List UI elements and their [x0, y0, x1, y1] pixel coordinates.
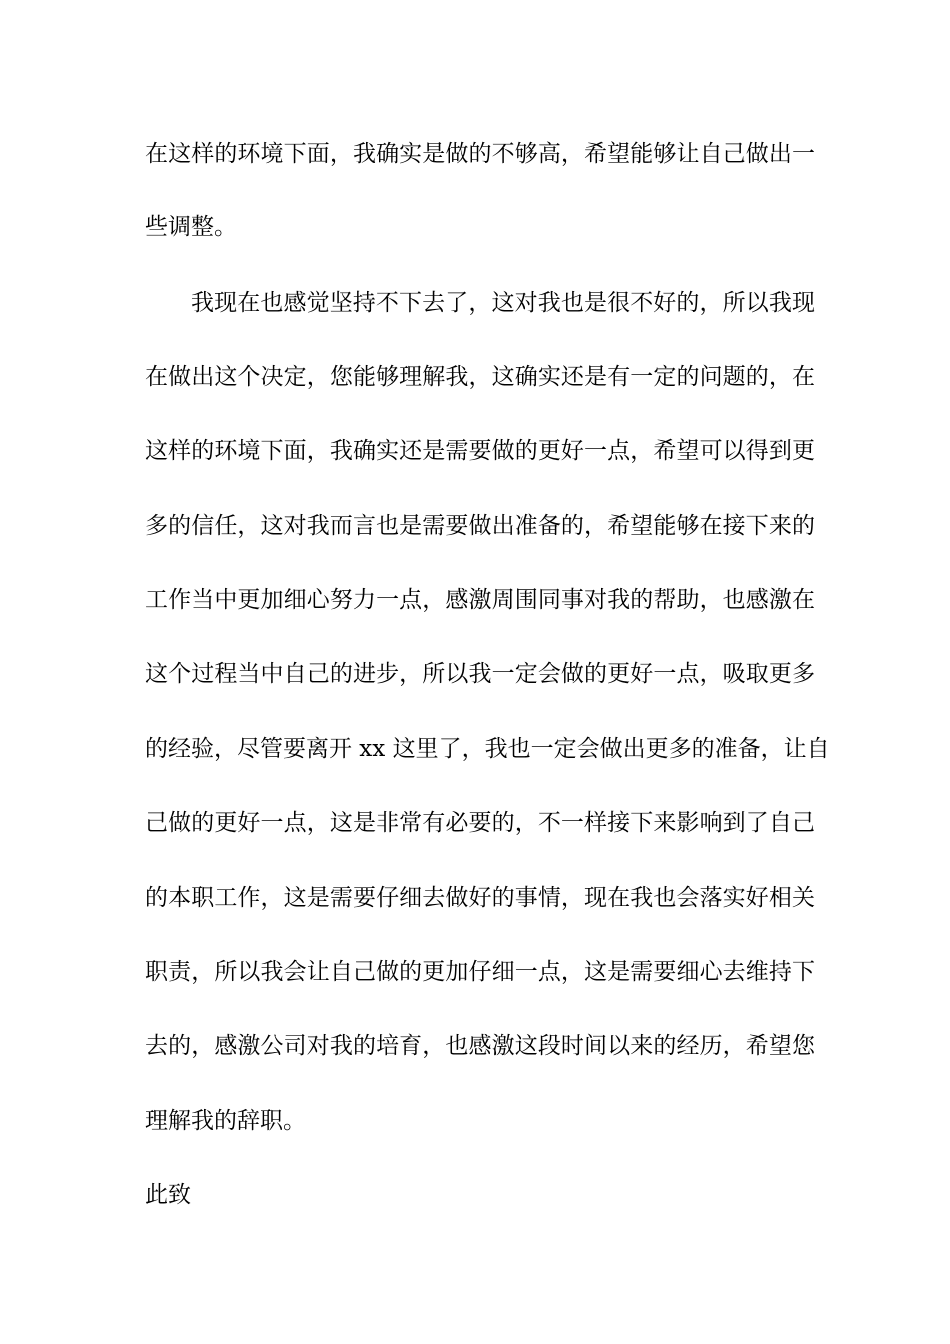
- paragraph-line: 己做的更好一点，这是非常有必要的，不一样接下来影响到了自己: [145, 810, 815, 836]
- paragraph-line: 这个过程当中自己的进步，所以我一定会做的更好一点，吸取更多: [145, 661, 815, 687]
- paragraph-line: 去的，感激公司对我的培育，也感激这段时间以来的经历，希望您: [145, 1033, 815, 1059]
- paragraph-line: 我现在也感觉坚持不下去了，这对我也是很不好的，所以我现: [191, 290, 815, 316]
- closing-salutation: 此致: [145, 1182, 191, 1208]
- paragraph-line: 在做出这个决定，您能够理解我，这确实还是有一定的问题的，在: [145, 364, 815, 390]
- paragraph-line: 的本职工作，这是需要仔细去做好的事情，现在我也会落实好相关: [145, 885, 815, 911]
- paragraph-line: 些调整。: [145, 214, 237, 240]
- paragraph-line: 这样的环境下面，我确实还是需要做的更好一点，希望可以得到更: [145, 438, 815, 464]
- paragraph-line: 多的信任，这对我而言也是需要做出准备的，希望能够在接下来的: [145, 513, 815, 539]
- paragraph-line: 在这样的环境下面，我确实是做的不够高，希望能够让自己做出一: [145, 141, 815, 167]
- paragraph-line: 职责，所以我会让自己做的更加仔细一点，这是需要细心去维持下: [145, 959, 815, 985]
- paragraph-line: 工作当中更加细心努力一点，感激周围同事对我的帮助，也感激在: [145, 587, 815, 613]
- paragraph-line: 理解我的辞职。: [145, 1108, 306, 1134]
- paragraph-line: 的经验，尽管要离开 xx 这里了，我也一定会做出更多的准备，让自: [145, 736, 830, 762]
